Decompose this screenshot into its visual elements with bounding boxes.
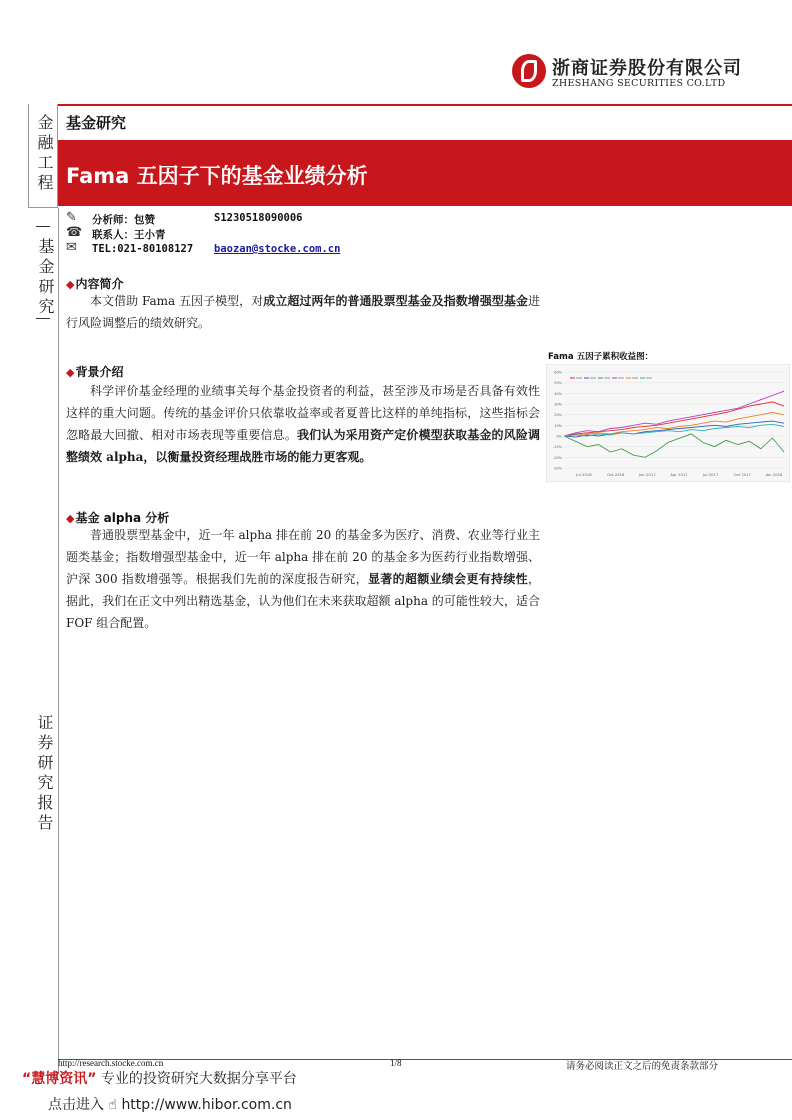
background-bold-text: 我们认为采用资产定价模型获取基金的风险调整绩效 alpha，以衡量投资经理战胜市场的能力更客观。 bbox=[66, 428, 540, 464]
x-tick-label: Jan 2017 bbox=[638, 472, 656, 477]
tel-line bbox=[92, 243, 193, 255]
company-logo bbox=[512, 54, 546, 88]
y-tick-label: 40% bbox=[554, 391, 562, 396]
background-heading-text: 背景介绍 bbox=[75, 365, 124, 379]
sidebar-dash bbox=[36, 318, 50, 319]
hand-pointer-icon: ☝ bbox=[108, 1097, 117, 1113]
x-tick-label: Jan 2018 bbox=[765, 472, 783, 477]
contact-line bbox=[92, 227, 166, 242]
contact-name: 王小青 bbox=[134, 229, 166, 241]
phone-icon: ☎ bbox=[66, 225, 83, 240]
diamond-bullet-icon: ◆ bbox=[66, 278, 75, 291]
sidebar-category-securities-report: 证券研究报告 bbox=[35, 714, 54, 834]
company-name-en: ZHESHANG SECURITIES CO.LTD bbox=[552, 78, 726, 89]
mail-icon: ✉ bbox=[66, 240, 77, 255]
analyst-name: 包赞 bbox=[134, 214, 155, 226]
diamond-bullet-icon: ◆ bbox=[66, 366, 75, 379]
intro-text-end: 进行风险调整后的绩效研究。 bbox=[66, 294, 540, 330]
section-label: 基金研究 bbox=[66, 114, 127, 132]
alpha-text: 普通股票型基金中，近一年 alpha 排在前 20 的基金多为医疗、消费、农业等行业主题类基金；指数增强型基金中，近一年 alpha 排在前 20 的基金多为医药行业指数增强、沪深 300 指数增强等。根据我们先前的深度报告研究， bbox=[66, 528, 540, 586]
legend-label-blur bbox=[590, 377, 596, 379]
footer-url[interactable]: http://research.stocke.com.cn bbox=[58, 1058, 164, 1068]
analyst-line bbox=[92, 212, 155, 227]
company-name-cn: 浙商证券股份有限公司 bbox=[552, 58, 742, 79]
watermark-link[interactable]: http://www.hibor.com.cn bbox=[121, 1097, 292, 1113]
sidebar-category-fund-research: 基金研究 bbox=[36, 238, 55, 318]
watermark-brand: “慧博资讯” bbox=[22, 1071, 97, 1087]
analyst-label: 分析师： bbox=[92, 214, 134, 226]
watermark-text: 专业的投资研究大数据分享平台 bbox=[100, 1071, 297, 1087]
legend-label-blur bbox=[604, 377, 610, 379]
contact-label: 联系人： bbox=[92, 229, 134, 241]
sidebar-category-finance-engineering: 金融工程 bbox=[35, 114, 54, 194]
page-number: 1/8 bbox=[390, 1058, 402, 1068]
intro-heading-text: 内容简介 bbox=[75, 277, 124, 291]
intro-text: 本文借助 Fama 五因子模型，对 bbox=[90, 294, 264, 308]
x-tick-label: Oct 2016 bbox=[606, 472, 625, 477]
legend-label-blur bbox=[576, 377, 582, 379]
alpha-bold-text: 显著的超额业绩会更有持续性 bbox=[367, 572, 528, 586]
alpha-heading-text: 基金 alpha 分析 bbox=[75, 511, 170, 525]
legend-label-blur bbox=[646, 377, 652, 379]
y-tick-label: 60% bbox=[554, 370, 562, 375]
alpha-text-end: ，据此，我们在正文中列出精选基金，认为他们在未来获取超额 alpha 的可能性较大，适合 FOF 组合配置。 bbox=[66, 572, 540, 630]
report-title: Fama 五因子下的基金业绩分析 bbox=[66, 164, 368, 188]
x-tick-label: Jul 2016 bbox=[576, 472, 592, 477]
background-text: 科学评价基金经理的业绩事关每个基金投资者的利益，甚至涉及市场是否具备有效性这样的重大问题。传统的基金评价只依靠收益率或者夏普比这样的单纯指标，这些指标会忽略最大回撤、相对市场表现等重要信息。 bbox=[66, 384, 540, 442]
y-tick-label: 0% bbox=[556, 434, 562, 439]
sidebar-dash bbox=[36, 226, 50, 227]
y-tick-label: -30% bbox=[552, 466, 562, 471]
x-tick-label: Jul 2017 bbox=[702, 472, 719, 477]
chart-title: Fama 五因子累积收益图： bbox=[548, 352, 654, 362]
x-tick-label: Oct 2017 bbox=[733, 472, 752, 477]
analyst-id: S1230518090006 bbox=[214, 212, 303, 224]
tel-label: TEL: bbox=[92, 243, 118, 255]
cumulative-return-chart bbox=[546, 364, 790, 482]
email-link[interactable]: baozan@stocke.com.cn bbox=[214, 243, 341, 255]
footer-disclaimer: 请务必阅读正文之后的免责条款部分 bbox=[566, 1061, 719, 1072]
y-tick-label: -10% bbox=[552, 445, 562, 450]
watermark-link-prefix: 点击进入 bbox=[48, 1097, 104, 1113]
y-tick-label: 50% bbox=[554, 381, 562, 386]
y-tick-label: -20% bbox=[552, 455, 562, 460]
pen-icon: ✎ bbox=[66, 210, 77, 225]
watermark-line bbox=[22, 1068, 297, 1088]
background-paragraph bbox=[66, 380, 540, 468]
alpha-paragraph bbox=[66, 524, 540, 634]
legend-label-blur bbox=[632, 377, 638, 379]
intro-bold-text: 成立超过两年的普通股票型基金及指数增强型基金 bbox=[263, 294, 528, 308]
x-tick-label: Apr 2017 bbox=[670, 472, 688, 477]
header-rule bbox=[58, 104, 792, 106]
y-tick-label: 30% bbox=[554, 402, 562, 407]
tel-number: 021-80108127 bbox=[117, 243, 194, 255]
sidebar-divider bbox=[58, 208, 59, 1074]
watermark-link-line bbox=[48, 1094, 292, 1114]
intro-paragraph bbox=[66, 290, 540, 334]
background-heading bbox=[66, 363, 123, 380]
legend-label-blur bbox=[618, 377, 624, 379]
y-tick-label: 10% bbox=[554, 423, 562, 428]
diamond-bullet-icon: ◆ bbox=[66, 512, 75, 525]
y-tick-label: 20% bbox=[554, 413, 562, 418]
